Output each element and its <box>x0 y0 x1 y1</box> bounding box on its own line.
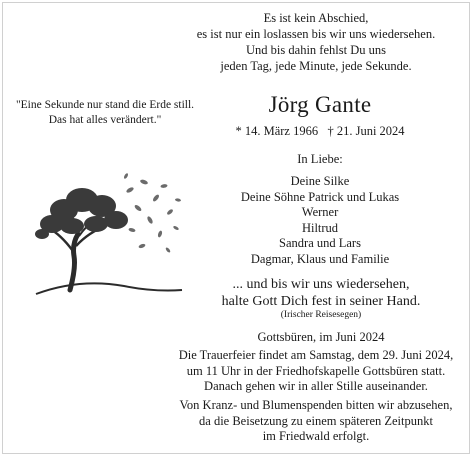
family-member: Deine Silke <box>290 174 350 188</box>
donation-line: im Friedwald erfolgt. <box>262 429 370 443</box>
donation-note <box>166 398 466 445</box>
family-member: Hiltrud <box>301 220 339 235</box>
closing-verse <box>196 276 446 310</box>
family-list <box>190 174 450 267</box>
donation-line: da die Beisetzung zu einem späteren Zeitpunkt <box>199 413 433 428</box>
donation-line: Von Kranz- und Blumenspenden bitten wir abzusehen, <box>179 398 453 412</box>
verse-attribution: (Irischer Reisesegen) <box>280 310 362 320</box>
in-liebe-label: In Liebe: <box>297 152 343 166</box>
quote-block <box>0 98 210 128</box>
life-dates: * 14. März 1966 † 21. Juni 2024 <box>235 124 405 138</box>
closing-line: ... und bis wir uns wiedersehen, <box>232 277 410 292</box>
tree-illustration <box>34 168 184 298</box>
flying-leaves <box>123 173 181 254</box>
poem-block <box>166 10 466 74</box>
deceased-name: Jörg Gante <box>268 92 372 117</box>
poem-line: Es ist kein Abschied, <box>263 11 369 25</box>
ceremony-line: Die Trauerfeier findet am Samstag, dem 29. Juni 2024, <box>178 348 454 362</box>
tree-trunk <box>70 234 78 290</box>
ground-line <box>36 283 182 294</box>
ceremony-line: um 11 Uhr in der Friedhofskapelle Gottsbüren statt. <box>186 363 446 378</box>
family-member: Werner <box>301 205 339 219</box>
poem-line: es ist nur ein loslassen bis wir uns wiedersehen. <box>196 27 436 41</box>
quote-line: "Eine Sekunde nur stand die Erde still. <box>15 99 195 111</box>
family-member: Sandra und Lars <box>279 236 361 250</box>
place-date: Gottsbüren, im Juni 2024 <box>257 330 385 344</box>
ceremony-info <box>166 348 466 395</box>
closing-line: halte Gott Dich fest in seiner Hand. <box>221 294 421 309</box>
quote-line: Das hat alles verändert." <box>48 114 162 126</box>
family-member: Deine Söhne Patrick und Lukas <box>240 189 400 204</box>
ceremony-line: Danach gehen wir in aller Stille auseinander. <box>204 379 428 393</box>
family-member: Dagmar, Klaus und Familie <box>250 251 390 266</box>
poem-line: jeden Tag, jede Minute, jede Sekunde. <box>220 59 412 73</box>
poem-line: Und bis dahin fehlst Du uns <box>246 43 386 57</box>
